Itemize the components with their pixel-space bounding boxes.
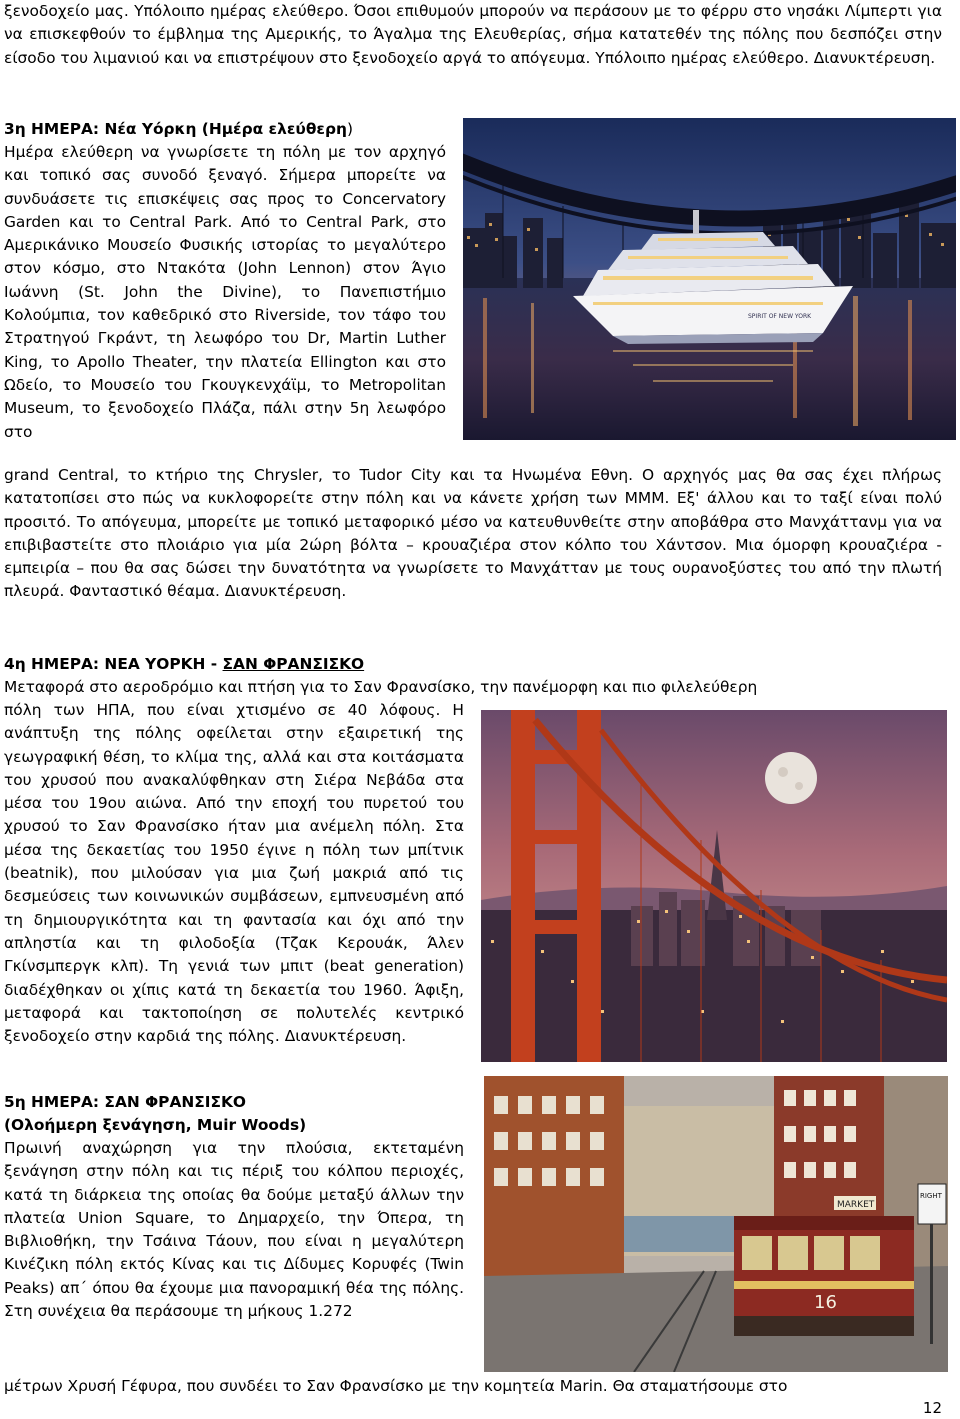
- cable-car-illustration: [484, 1076, 948, 1372]
- day5-paragraph-column: Πρωινή αναχώρηση για την πλούσια, εκτεταμένη ξενάγηση στην πόλη και τις πέριξ του κόλπου περιοχές, κατά τη διάρκεια της οποίας θα δούμε μεταξύ άλλων την πλατεία Union Square, το Δημαρχείο, την Όπερα, τη Βιβλιοθήκη, την Τσάινα Τάουν, που είναι η μεγαλύτερη Κινέζικη πόλη εκτός Κίνας και τις Δίδυμες Κορυφές (Twin Peaks) απ΄ όπου θα έχουμε μια πανοραμική θέα της πόλης. Στη συνέχεια θα περάσουμε τη μήκους 1.272: [4, 1139, 464, 1321]
- day4-heading-b: ΣΑΝ ΦΡΑΝΣΙΣΚΟ: [222, 655, 365, 673]
- day5-paragraph-full: μέτρων Χρυσή Γέφυρα, που συνδέει το Σαν Φρανσίσκο με την κομητεία Marin. Θα σταματήσουμε στο: [4, 1377, 788, 1395]
- day4-paragraph-full: Μεταφορά στο αεροδρόμιο και πτήση για το Σαν Φρανσίσκο, την πανέμορφη και πιο φιλελεύθερη: [4, 678, 758, 696]
- cruise-ship-illustration: [463, 118, 956, 440]
- cruise-ship-photo: [463, 118, 956, 440]
- day5-heading-1: 5η ΗΜΕΡΑ: ΣΑΝ ΦΡΑΝΣΙΣΚΟ: [4, 1093, 247, 1111]
- day3-paragraph-full: grand Central, το κτήριο της Chrysler, το Tudor City και τα Ηνωμένα Εθνη. Ο αρχηγός μας θα σας έχει πλήρως κατατοπίσει στο πώς να κυκλοφορείτε στην πόλη και να κάνετε χρήση των ΜΜΜ. Εξ' άλλου και το ταξί είναι πολύ προσιτό. Το απόγευμα, μπορείτε με τοπικό μεταφορικό μέσο να κατευθυνθείτε στην αποβάθρα στο Μανχάττανμ για να επιβιβαστείτε στο πλοιάριο για μία 2ώρη βόλτα – κρουαζιέρα στον κόλπο του Χάντσον. Μια όμορφη κρουαζιέρα - εμπειρία – που θα σας δώσει την δυνατότητα να γνωρίσετε το Μανχάτταν με τους ουρανοξύστες του από την πλωτή πλευρά. Φανταστικό θέαμα. Διανυκτέρευση.: [4, 466, 942, 601]
- market-sign-text: MARKET: [837, 1200, 875, 1210]
- day4-heading-a: 4η ΗΜΕΡΑ: ΝΕΑ ΥΟΡΚΗ -: [4, 655, 223, 673]
- cable-car-shape: [734, 1216, 914, 1336]
- golden-gate-illustration: [481, 710, 947, 1062]
- moon-shape: [765, 752, 817, 804]
- page-number: 12: [922, 1399, 942, 1417]
- day3-heading-prefix: 3η ΗΜΕΡΑ:: [4, 120, 105, 138]
- right-sign-text: RIGHT: [920, 1192, 942, 1200]
- day3-heading-main: Νέα Υόρκη (Ημέρα ελεύθερη: [104, 120, 347, 138]
- day4-heading: [4, 653, 604, 676]
- day5-heading-2: (Ολοήμερη ξενάγηση, Muir Woods): [4, 1116, 307, 1134]
- cable-car-photo: [484, 1076, 948, 1372]
- day3-heading-suffix: ): [346, 120, 353, 138]
- day3-paragraph-column: Ημέρα ελεύθερη να γνωρίσετε τη πόλη με τον αρχηγό και τοπικό σας συνοδό ξεναγό. Σήμερα μπορείτε να συνδυάσετε τις επισκέψεις σας προς το Concervatory Garden και το Central Park. Από το Central Park, στο Αμερικάνικο Μουσείο Φυσικής ιστορίας το μεγαλύτερο στον κόσμο, στο Ντακότα (John Lennon) στον Άγιο Ιωάννη (St. John the Divine), το Πανεπιστήμιο Κολούμπια, τον καθεδρικό στο Riverside, τον τάφο του Στρατηγού Γκράντ, τη λεωφόρο του Dr, Martin Luther King, το Apollo Theater, την πλατεία Ellington και στο Ωδείο, το Μουσείο του Γκουγκενχάϊμ, το Metropolitan Museum, το ξενοδοχείο Πλάζα, πάλι στην 5η λεωφόρο στο: [4, 143, 446, 441]
- day4-paragraph-column: πόλη των ΗΠΑ, που είναι χτισμένο σε 40 λόφους. Η ανάπτυξη της πόλης οφείλεται στην εξαιρετική της γεωγραφική θέση, το κλίμα της, αλλά και στα κοιτάσματα του χρυσού που ανακαλύφθηκαν στη Σιέρα Νεβάδα στα μέσα του 19ου αιώνα. Από την εποχή του πυρετού του χρυσού το Σαν Φρανσίσκο ήταν μια ανέμελη πόλη. Στα μέσα της δεκαετίας του 1950 έγινε η πόλη των μπίτνικ (beatnik), που μιλούσαν για μια ζωή μακριά από τις δεσμεύσεις των κοινωνικών συμβάσεων, εμπνευσμένη από τη δημιουργικότητα και τη φαντασία και όχι από την απληστία και τη φιλοδοξία (Τζακ Κερουάκ, Άλεν Γκίνσμπεργκ κλπ). Τη γενιά των μπιτ (beat generation) διαδέχθηκαν οι χίπις κατά τη δεκαετία του 1960. Άφιξη, μεταφορά και τακτοποίηση σε πολυτελές κεντρικό ξενοδοχείο στην καρδιά της πόλης. Διανυκτέρευση.: [4, 701, 464, 1046]
- ship-name-text: SPIRIT OF NEW YORK: [748, 313, 812, 320]
- day3-heading: [4, 118, 464, 141]
- intro-paragraph: ξενοδοχείο μας. Υπόλοιπο ημέρας ελεύθερο. Όσοι επιθυμούν μπορούν να περάσουν με το φέρρυ στο νησάκι Λίμπερτι για να επισκεφθούν το έμβλημα της Αμερικής, το Άγαλμα της Ελευθερίας, σήμα κατατεθέν της πόλης που δεσπόζει στην είσοδο του λιμανιού και να επιστρέψουν στο ξενοδοχείο αργά το απόγευμα. Υπόλοιπο ημέρας ελεύθερο. Διανυκτέρευση.: [4, 2, 942, 67]
- golden-gate-photo: [481, 710, 947, 1062]
- car-number-text: 16: [814, 1292, 837, 1313]
